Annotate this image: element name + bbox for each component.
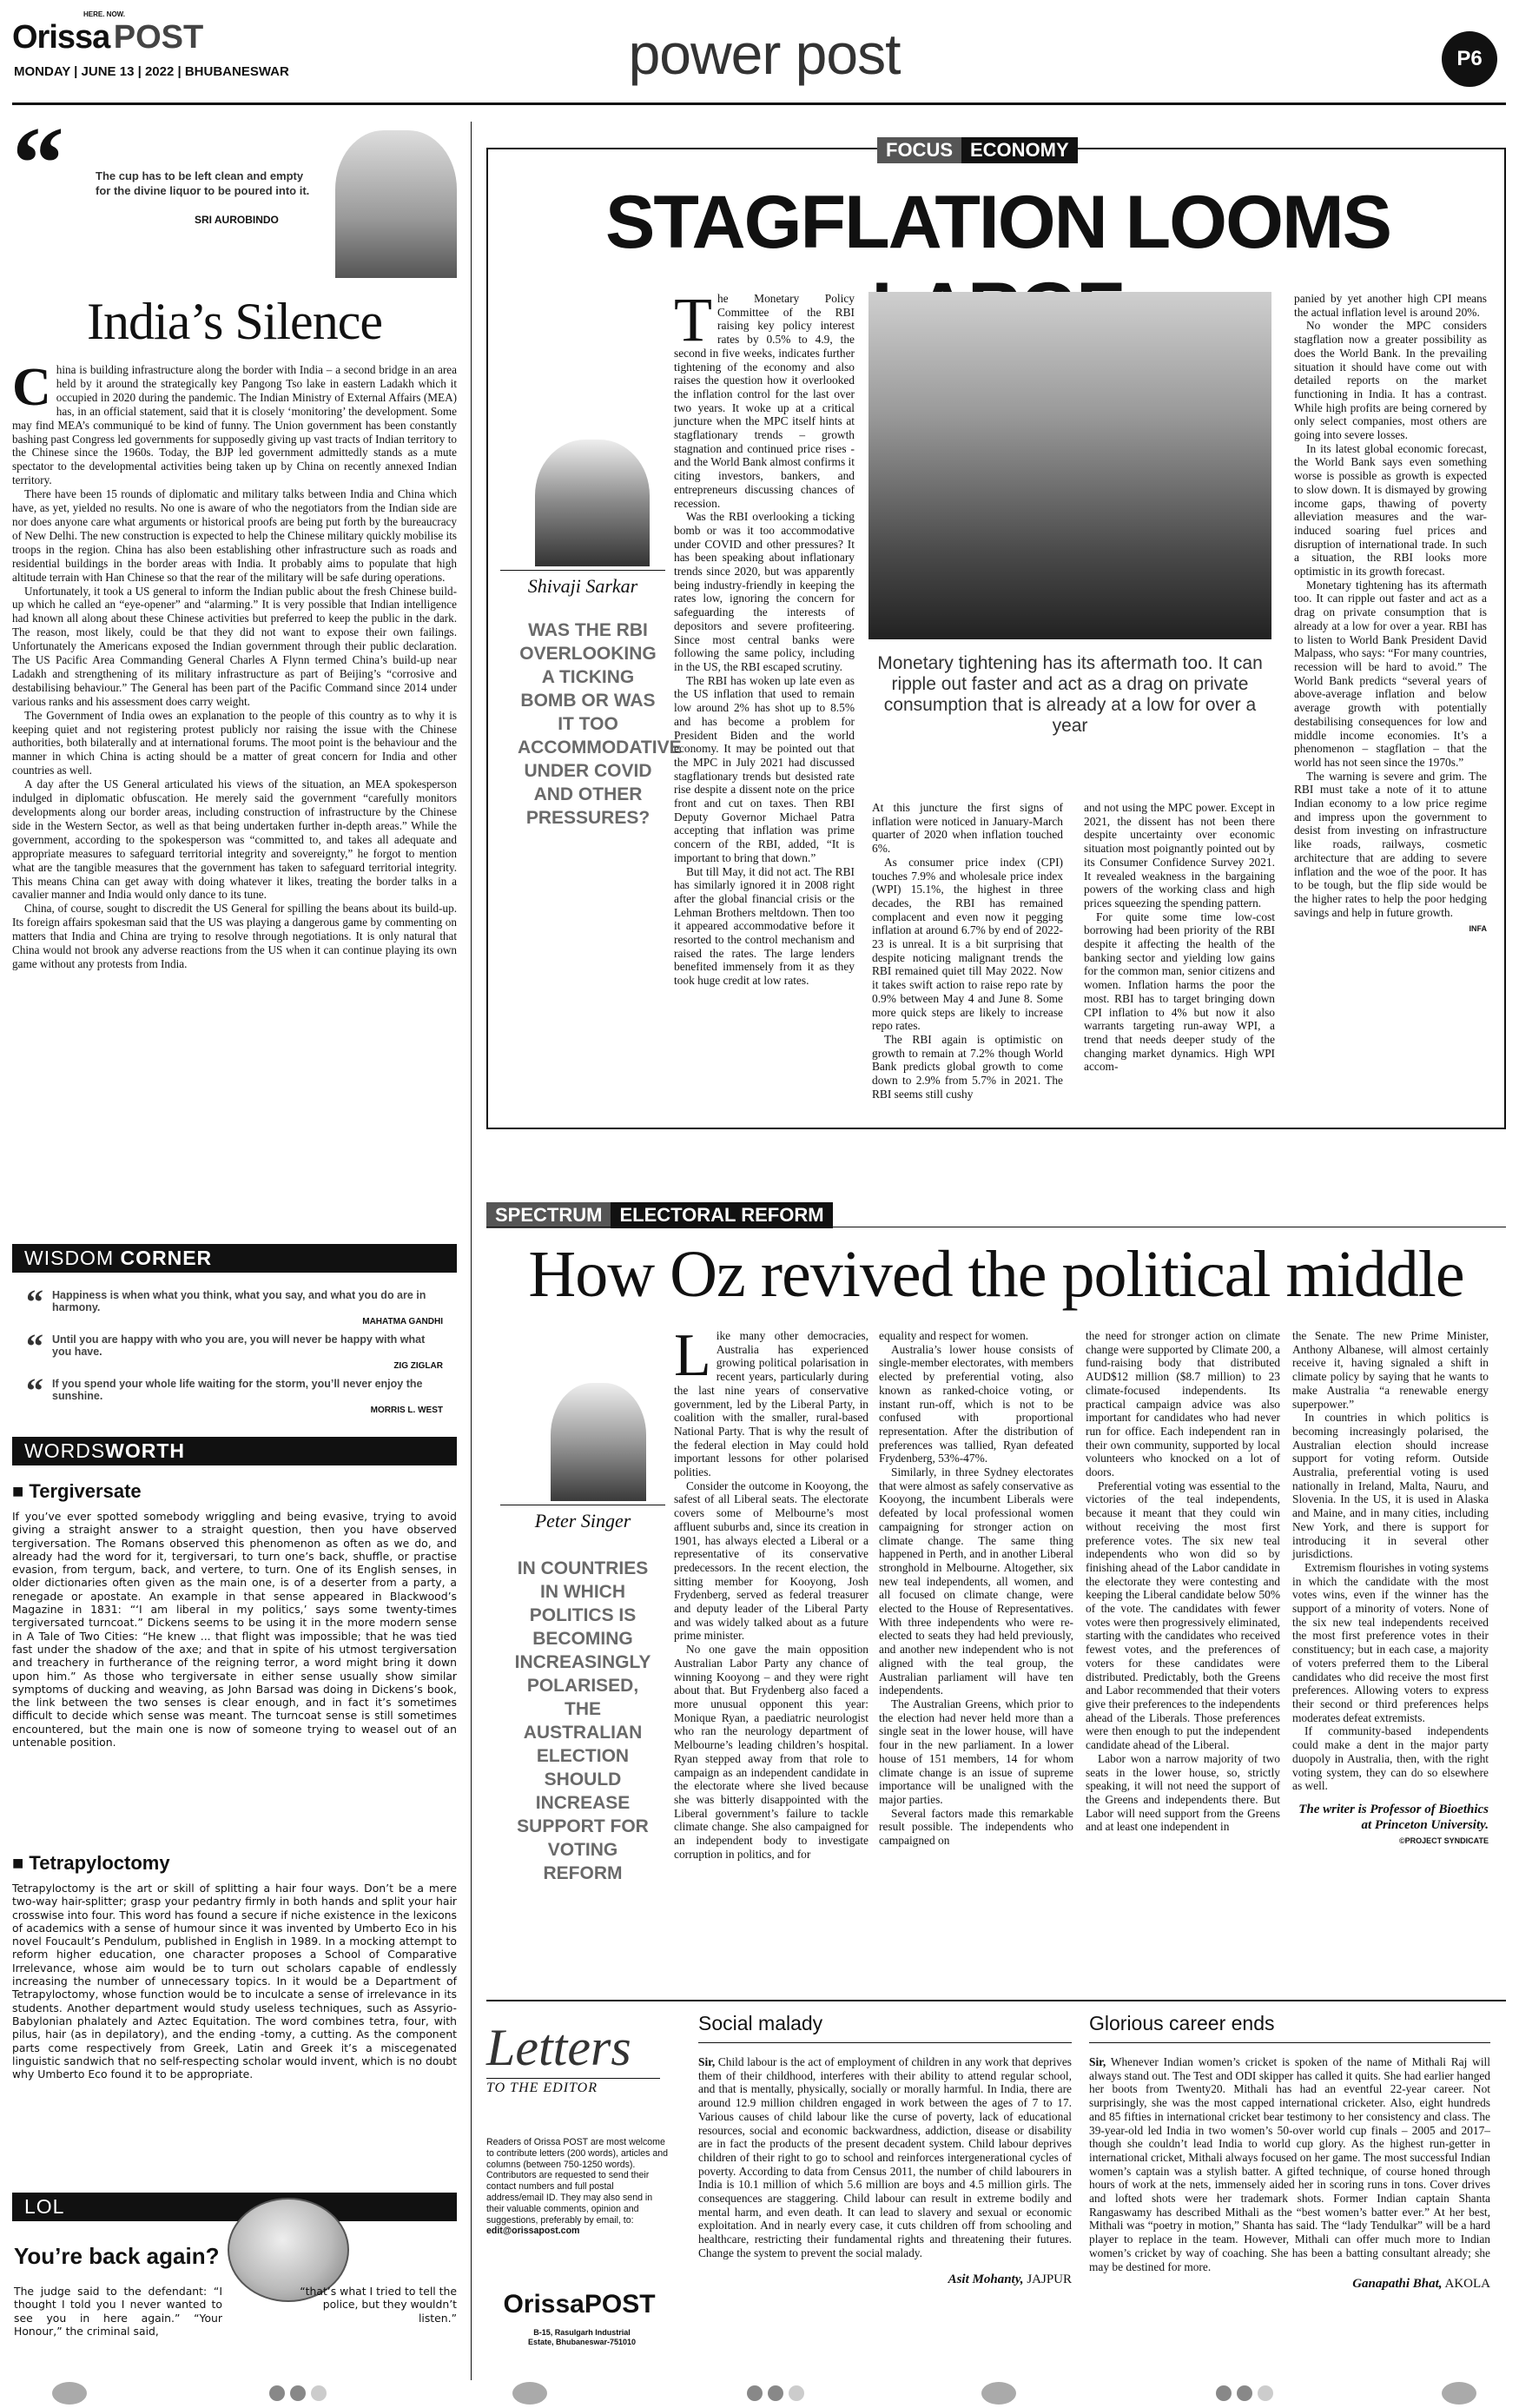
peter-singer-photo: [551, 1383, 646, 1501]
oz-col1: [674, 1322, 868, 1861]
editorial-paragraph: A day after the US General articulated his views of the situation, an MEA spokesperson indulged in diplomatic obfuscation. He merely said the government “carefully monitors developments along our border areas, including construction of infrastructure by the Chinese side in the Western Sector, as well as that being undertaken further in-depth areas.” While the government, according to the spokesperson was “committed to, and takes all adequate and appropriate measures to safeguard territorial integrity and sovereignty,” he forgot to mention what are the tangible measures that the government has taken to safeguard territorial integrity. This means China can get away with doing whatever it likes, treating the border talks in a cavalier manner and India would only dance to its tune.: [12, 777, 457, 902]
logo-rule: [486, 2078, 660, 2079]
oz-col4: [1292, 1329, 1489, 1849]
page-number: P6: [1456, 47, 1483, 70]
masthead: [0, 0, 1519, 113]
letter-signature-name: Ganapathi Bhat,: [1352, 2277, 1443, 2292]
oz-col2: [879, 1329, 1073, 1848]
tag-focus: FOCUS: [877, 137, 961, 163]
article-paragraph: Australia’s lower house consists of single-member electorates, with members elected by preferential voting, also known as ranked-choice voting, or instant run-off, which is not to be confused with proportional representation. After the distribution of preferences was tallied, Ryan defeated Frydenberg, 53%-47%.: [879, 1342, 1073, 1465]
word-definition: If you’ve ever spotted somebody wriggling and being evasive, trying to avoid giving a straight answer to a straight question, then you have observed tergiversation. The Romans observed this phenomenon as often as we do, and already had the word for it, tergiversari, to turn one’s back, shuffle, or practise evasion, from tergum, back, and vertere, to turn. One of its English senses, in older dictionaries often given as the main one, is of a deserter from a party, a renegade or apostate. An example in that sense appeared in Blackwood’s Magazine in 1831: “‘I am liberal in my politics,’ says some twenty-times tergiversated turncoat.” Dickens seems to be using it in the more modern sense in A Tale of Two Cities: “He knew ... that flight was impossible; that he was tied fast under the shadow of the axe; and that in spite of his utmost tergiversation and treachery in furtherance of the reigning terror, a word might bring it down upon him.” As those who tergiversate in either sense usually show similar symptoms of ducking and weaving, as John Barsad was doing in Dickens’s book, the link between the two senses is clear enough, and in fact it’s sometimes difficult to decide which sense was meant. The turncoat sense is still sometimes encountered, but the main one is now of someone trying to weasel out of an untenable position.: [12, 1510, 457, 1750]
article-paragraph: panied by yet another high CPI means the actual inflation level is around 20%.: [1294, 292, 1487, 319]
word-title: ■ Tetrapyloctomy: [12, 1852, 170, 1874]
stagflation-pull-quote: WAS THE RBI OVERLOOKING A TICKING BOMB OR WAS IT TOO ACCOMMODATIVE UNDER COVID AND OTHER PRESSURES?: [518, 620, 682, 828]
article-paragraph: Consider the outcome in Kooyong, the safest of all Liberal seats. The electorate covers some of Melbourne’s most affluent suburbs and, since its creation in 1901, has always elected a Liberal or a representative of its conservative predecessors. In the recent election, the sitting member for Kooyong, Josh Frydenberg, served as federal treasurer and deputy leader of the Liberal Party and was widely talked about as a future prime minister.: [674, 1479, 868, 1643]
quote-mark-icon: “: [26, 1326, 43, 1366]
oz-writer-note: The writer is Professor of Bioethics at Princeton University.: [1298, 1802, 1489, 1832]
article-paragraph: If community-based independents could make a dent in the major party duopoly in Australia, then, with the right voting system, they can do so elsewhere as well.: [1292, 1724, 1489, 1793]
article-paragraph: Extremism flourishes in voting systems in which the candidate with the most votes wins, even if the winner has the support of a minority of voters. None of the six new teal independents received the most first preference votes in their constituency; but in each case, a majority of voters preferred them to the Liberal candidates who did receive the most first preferences. Allowing voters to express their second or third preferences helps moderates defeat extremists.: [1292, 1560, 1489, 1724]
letters-rule: [486, 2000, 1506, 2001]
quote-author: SRI AUROBINDO: [195, 214, 279, 226]
article-paragraph: For quite some time low-cost borrowing had been priority of the RBI despite it affecting the health of the banking sector and yielding low gains for the common man, senior citizens and women. Inflation harms the poor the most. RBI has to target bringing down CPI inflation to 4% but now it also warrants targeting run-away WPI, a trend that needs deeper study of the changing market dynamics. High WPI accom-: [1084, 910, 1275, 1074]
registration-dots-icon: [747, 2385, 809, 2405]
word-title-text: Tergiversate: [29, 1480, 142, 1502]
wisdom-text: Until you are happy with who you are, you will never be happy with what you have.: [52, 1333, 426, 1358]
oz-headline: How Oz revived the political middle: [528, 1238, 1464, 1311]
letters-email[interactable]: edit@orissapost.com: [486, 2226, 580, 2237]
shivaji-sarkar-photo: [535, 440, 650, 566]
wisdom-text: Happiness is when what you think, what you say, and what you do are in harmony.: [52, 1289, 426, 1313]
logo: [12, 10, 204, 56]
article-paragraph: Monetary tightening has its aftermath too. It can ripple out faster and act as a drag on private consumption that is already at a low for over a year. RBI has to listen to World Bank President David Malpass, who says: “For many countries, recession will be hard to avoid.” The World Bank predicts “several years of above-average inflation and below average growth with potentially destabilising consequences for low and middle income economies. It’s a phenomenon – stagflation – that the world has not seen since the 1970s.”: [1294, 578, 1487, 769]
article-paragraph: Similarly, in three Sydney electorates that were almost as safely conservative as Kooyong, the incumbent Liberals were defeated by local professional women campaigning for stronger action on climate change. The same thing happened in Perth, and in another Liberal stronghold in Melbourne. Altogether, six new teal independents, all women, and all focused on climate change, were elected to the House of Representatives. With three independents who were re-elected to seats they had held previously, and another new independent who is not aligned with the teal group, the Australian parliament will have ten independents.: [879, 1465, 1073, 1697]
article-paragraph: Labor won a narrow majority of two seats in the lower house, so, strictly speaking, it will not need the support of the Greens and independents there. But Labor will need support from the Greens and at least one independent in: [1086, 1751, 1280, 1834]
editorial-paragraph: hina is building infrastructure along the border with India – a second bridge in an area held by it around the strategically key Pangong Tso lake in eastern Ladakh which it occupied in 2020 during the pandemic. The Indian Ministry of External Affairs (MEA) has, in an official statement, said that it is closely ‘monitoring’ the development. Some may find MEA’s communiqué to be kind of funny. The Union government has been constantly bashing past Congress led governments for supposedly giving up vast tracts of Indian territory to the Chinese since the 1960s. Today, the BJP led government admittedly stands as a mute spectator to the developmental activities being taken up by China on recently annexed Indian territory.: [12, 363, 457, 487]
editorial-paragraph: Unfortunately, it took a US general to inform the Indian public about the fresh Chinese build-up which he called an “eye-opener” and “alarming.” It is very possible that Indian intelligence had known all along about these Chinese activities but preferred to keep the public in the dark. The reason, most likely, could be that they did not want to expose their own failings. Unfortunately the Americans exposed the Indian government through their public declaration. The US Pacific Area Commanding General Charles A Flynn termed China’s build-up near Ladakh and strengthening of its military infrastructure as part of Beijing’s “corrosive and destabilising behaviour.” The General has been part of the Pacific Command since 2014 under various ranks and his assessment does carry weight.: [12, 584, 457, 708]
lol-header: LOL: [12, 2193, 457, 2221]
letter-title: Glorious career ends: [1089, 2012, 1275, 2034]
letter-title: Social malady: [698, 2012, 823, 2034]
article-paragraph: the need for stronger action on climate change were supported by Climate 200, a fund-raising body that distributed AUD$12 million ($8.7 million) to 23 climate-focused independents. Its practical campaign advice was also important for candidates who had never run for office. Each independent ran in their own community, supported by local volunteers who knocked on a lot of doors.: [1086, 1329, 1280, 1479]
wisdom-list: [26, 1282, 443, 1422]
article-paragraph: ike many other democracies, Australia has experienced growing political polarisation in recent years, particularly during the last nine years of conservative government, led by the Liberal Party, in coalition with the smaller, rural-based National Party. That is why the result of the federal election in May could hold important lessons for other polarised polities.: [674, 1329, 868, 1479]
oz-pull-quote: IN COUNTRIES IN WHICH POLITICS IS BECOMING INCREASINGLY POLARISED, THE AUSTRALIAN ELECTION SHOULD INCREASE SUPPORT FOR VOTING REFORM: [514, 1558, 651, 1883]
wisdom-author: MORRIS L. WEST: [370, 1406, 443, 1415]
lol-title: You’re back again?: [14, 2243, 220, 2269]
article-paragraph: Several factors made this remarkable result possible. The independents who campaigned on: [879, 1806, 1073, 1848]
letters-logo-big: Letters: [486, 2019, 631, 2076]
registration-dot-icon: [1442, 2382, 1476, 2405]
wisdom-author: MAHATMA GANDHI: [362, 1317, 443, 1326]
registration-dot-icon: [981, 2382, 1016, 2405]
wisdom-text: If you spend your whole life waiting for the storm, you’ll never enjoy the sunshine.: [52, 1378, 423, 1402]
stagflation-col2: [872, 801, 1063, 1101]
dateline: MONDAY | JUNE 13 | 2022 | BHUBANESWAR: [14, 64, 289, 79]
header-part: WORDS: [24, 1439, 106, 1462]
word-entry: [12, 1480, 457, 1749]
letter-salutation: Sir,: [698, 2055, 716, 2068]
lol-text-right: “that’s what I tried to tell the police, but they wouldn’t listen.”: [300, 2285, 457, 2325]
word-definition: Tetrapyloctomy is the art or skill of splitting a hair four ways. Don’t be a mere two-way hair-splitter; grasp your pedantry firmly in both hands and split your hair crosswise into four. This word has found a secure if niche existence in the lexicons of academics with a sense of humour since it was invented by Umberto Eco in his novel Foucault’s Pendulum, published in English in 1989. In a mocking attempt to reform higher education, one character proposes a School of Comparative Irrelevance, whose aim would be to turn out scholars capable of endlessly increasing the number of unnecessary topics. In it would be a Department of Tetrapyloctomy, whose function would be to inculcate a sense of irrelevance in its students. Another department would study useless techniques, such as Assyrio-Babylonian phalately and Aztec Equitation. The word combines tetra, four, with pilus, hair (as in depilatory), and the ending -tomy, a cutting. As the component parts come respectively from Greek, Latin and Greek it’s a miscegenated linguistic sandwich that no self-respecting scholar would invent, which is no doubt why Umberto Eco found it to be appropriate.: [12, 1882, 457, 2081]
stagflation-col3: [1084, 801, 1275, 1074]
letter-signature: [698, 2272, 1072, 2287]
article-paragraph: In its latest global economic forecast, the World Bank says even something worse is possible as growth is expected to slow down. It is dismayed by growing income gaps, thawing of poverty alleviation measures and the war-induced soaring fuel prices and disruption of international trade. In such a situation, the RBI looks more optimistic in its growth forecast.: [1294, 441, 1487, 579]
article-paragraph: No one gave the main opposition Australian Labor Party any chance of winning Kooyong – and they were right about that. But Frydenberg also faced a more unusual opponent this year: Monique Ryan, a paediatric neurologist who ran the neurology department of Melbourne’s leading children’s hospital. Ryan stepped away from that role to campaign as an independent candidate in the electorate where she lived because she was bitterly disappointed with the Liberal government’s failure to tackle climate change. She also campaigned for an independent body to investigate corruption in politics, and for: [674, 1643, 868, 1861]
quote-mark-icon: “: [26, 1371, 43, 1410]
stagflation-col1: [674, 285, 855, 988]
letter-place: JAJPUR: [1027, 2272, 1072, 2286]
footer-registration-marks: [0, 2382, 1519, 2408]
letter: [1089, 2012, 1490, 2292]
rbi-governor-photo: [868, 292, 1271, 639]
logo-orissa: Orissa: [12, 19, 110, 56]
stagflation-col4: [1294, 292, 1487, 936]
word-title: ■ Tergiversate: [12, 1480, 142, 1502]
letter-rule: [1089, 2042, 1490, 2043]
letters-intro-text: Readers of Orissa POST are most welcome to contribute letters (200 words), articles and columns (between 750-1250 words). Contributors are requested to send their contact numbers and full postal address/email ID. They may also send in their valuable comments, opinion and suggestions, preferably by email, to:: [486, 2137, 669, 2226]
word-title-text: Tetrapyloctomy: [29, 1852, 170, 1874]
page-number-badge: [1442, 31, 1497, 87]
left-column-divider: [471, 122, 472, 2380]
article-paragraph: In countries in which politics is becoming increasingly polarised, the Australian election should increase support for voting reform. Outside Australia, preferential voting is used nationally in Ireland, Malta, Nauru, and Slovenia. In the US, it is used in Alaska and Maine, and in many cities, including New York, and there is support for introducing it in several other jurisdictions.: [1292, 1411, 1489, 1561]
wisdom-corner-header: [12, 1244, 457, 1273]
editorial-title: India’s Silence: [87, 293, 382, 350]
dropcap: C: [12, 358, 51, 417]
article-paragraph: No wonder the MPC considers stagflation now a greater possibility as does the World Bank. In the prevailing situation it should have come out with detailed reports on the market functioning in India. It has a contrast. While high profits are being cornered by only select companies, most others are going into severe losses.: [1294, 319, 1487, 442]
letter-body: [698, 2055, 1072, 2260]
wisdom-author: ZIG ZIGLAR: [393, 1361, 443, 1371]
tag-electoral-reform: ELECTORAL REFORM: [611, 1202, 832, 1228]
editorial-paragraph: China, of course, sought to discredit the US General for spilling the beans about its build-up. Its foreign affairs spokesman said that the US was playing a dangerous game by commenting on matters that India and China are trying to resolve through negotiations. It is only natural that China would not brook any adverse reactions from the US when it can continue playing its own game without any protests from India.: [12, 902, 457, 970]
registration-dot-icon: [512, 2382, 547, 2405]
quote-mark-icon: “: [26, 1282, 43, 1321]
oz-credit: ©PROJECT SYNDICATE: [1399, 1836, 1489, 1845]
stagflation-caption: Monetary tightening has its aftermath too. It can ripple out faster and act as a drag on private consumption that is already at a low for over a year: [877, 653, 1263, 736]
letters-address: B-15, Rasulgarh Industrial Estate, Bhubaneswar-751010: [527, 2328, 637, 2346]
tag-economy: ECONOMY: [961, 137, 1078, 163]
oz-col3: [1086, 1329, 1280, 1834]
quote-text: The cup has to be left clean and empty for the divine liquor to be poured into it.: [96, 169, 310, 197]
quote-mark-icon: “: [12, 105, 64, 221]
letters-logo-small: TO THE EDITOR: [486, 2081, 598, 2095]
word-entry: [12, 1852, 457, 2081]
tag-spectrum: SPECTRUM: [486, 1202, 611, 1228]
wordsworth-header: [12, 1437, 457, 1465]
wisdom-item: [26, 1371, 443, 1415]
article-paragraph: At this juncture the first signs of inflation were noticed in January-March quarter of 2020 when inflation touched 6%.: [872, 801, 1063, 856]
letter-body: [1089, 2055, 1490, 2273]
letter-text: Whenever Indian women’s cricket is spoken of the name of Mithali Raj will always stand out. The Test and ODI skipper has called it quits. She had earlier hanged her boots from Twenty20. Mithali has had an eventful 22-year career. Not surprisingly, she was the most capped international cricketer. Also, eight hundreds and 85 fifties in international cricket bear testimony to her consistency and class. The 39-year-old led India in two women’s 50-over world cup finals – 2005 and 2017– though she couldn’t lead India to world cup glory. As the highest run-getter in international cricket, Mithali always focused on her game. The most successful Indian women’s captain was a stylish batter. A gifted technique, of course honed through hours of work at the nets, immensely aided her in scoring runs in tons. Cover drives and lofted shots were her trademark shots. Former Indian captain Shanta Rangaswamy has described Mithali as the “best women’s batter ever.” At her best, Mithali was “poetry in motion,” Shanta has said. The “lady Tendulkar” will be a hard player to replace in the team. However, Mithali can offer much more to Indian women’s cricket by way of coaching. She has been a batting consultant already; she may be destined for more.: [1089, 2055, 1490, 2273]
registration-dots-icon: [269, 2385, 332, 2405]
article-paragraph: The RBI again is optimistic on growth to remain at 7.2% though World Bank predicts global growth to come down to 2.9% from 5.7% in 2021. The RBI seems still cushy: [872, 1032, 1063, 1101]
letter-salutation: Sir,: [1089, 2055, 1106, 2068]
header-part: CORNER: [120, 1247, 213, 1269]
dropcap: T: [674, 285, 712, 354]
article-paragraph: and not using the MPC power. Except in 2021, the dissent has not been there despite uncertainty over economic situation most poignantly pointed out by its Consumer Confidence Survey 2021. It revealed weakness in the bargaining powers of the working class and high prices squeezing the spending pattern.: [1084, 801, 1275, 910]
article-paragraph: The RBI has woken up late even as the US inflation that used to remain low around 2% has shot up to 8.5% and has become a problem for President Biden and the world economy. It may be pointed out that the MPC in July 2021 had discussed stagflationary trends but desisted rate rise despite a dissent note on the price front and cut on taxes. Then RBI Deputy Governor Michael Patra accepting that inflation was prime concern of the RBI, added, “It is important to bring that down.”: [674, 673, 855, 864]
article-paragraph: equality and respect for women.: [879, 1329, 1029, 1342]
stagflation-credit: INFA: [1469, 924, 1487, 934]
article-paragraph: Was the RBI overlooking a ticking bomb or was it too accommodative under COVID and other pressures? It has been speaking about inflationary trends since 2020, but was apparently being industry-friendly in keeping the rates low, ignoring the concern for safeguarding the interests of depositors and severe profiteering. Since most central banks were following the same policy, including in the US, the RBI escaped scrutiny.: [674, 510, 855, 673]
registration-dot-icon: [52, 2382, 87, 2405]
letters-logo: [486, 2017, 672, 2096]
letter-place: AKOLA: [1444, 2277, 1490, 2292]
letters-address-logo: OrissaPOST: [503, 2290, 656, 2319]
article-paragraph: he Monetary Policy Committee of the RBI raising key policy interest rates by 0.5% to 4.9, the second in five weeks, indicates further tightening of the economy and also raises the question how it overlooked the inflation control for the last over two years. It woke up at a critical juncture when the MPC itself hints at stagflationary trends – growth stagnation and continued price rises - and the World Bank almost confirms it citing investors, bankers, and entrepreneurs discussing chances of recession.: [674, 292, 855, 510]
letters-intro: [486, 2137, 672, 2237]
wisdom-item: [26, 1282, 443, 1326]
wisdom-item: [26, 1326, 443, 1371]
stagflation-author: Shivaji Sarkar: [527, 575, 638, 597]
editorial-paragraph: There have been 15 rounds of diplomatic and military talks between India and China which have, as yet, yielded no results. No one is aware of who the negotiators from the Indian side are nor does anyone care what arguments or historical proofs are being put forth by the bureaucracy of New Delhi. The new construction is expected to help the Chinese military quickly mobilise its troops in the region. China has also been establishing other infrastructure such as roads and residential buildings in the border areas with India. It probably aims to populate that high altitude terrain with Han Chinese so that the rear of the military will be safe during operations.: [12, 487, 457, 584]
logo-post: POST: [113, 19, 204, 56]
logo-tagline: HERE. NOW.: [83, 10, 126, 18]
stagflation-tags: [877, 137, 1078, 163]
article-paragraph: But till May, it did not act. The RBI has similarly ignored it in 2008 right after the global financial crisis or the Lehman Brothers meltdown. Then too it appeared accommodative before it resorted to the control mechanism and raised the rates. The large lenders benefited immensely from it as they took huge credit at low rates.: [674, 864, 855, 988]
aurobindo-portrait: [335, 130, 457, 278]
article-paragraph: The Australian Greens, which prior to the election had never held more than a single seat in the lower house, will have four in the new parliament. In a lower house of 151 members, 14 for whom climate change is an issue of supreme importance will be unaligned with the major parties.: [879, 1697, 1073, 1806]
article-paragraph: the Senate. The new Prime Minister, Anthony Albanese, will almost certainly receive it, having signaled a shift in climate policy by saying that he wants to make Australia “a renewable energy superpower.”: [1292, 1329, 1489, 1411]
letter-text: Child labour is the act of employment of children in any work that deprives them of their childhood, interferes with their ability to attend regular school, and that is mentally, physically, socially or morally harmful. In India, there are around 12.9 million children engaged in work between the ages of 7 to 17. Various causes of child labour like the curse of poverty, lack of educational resources, social and economic backwardness, addiction, disease or disability are in fact the products of the present decadent system. Child labour deprives children of their right to go to school and reinforces intergenerational cycles of poverty. According to data from Census 2011, the number of child labourers in India is 10.1 million of which 5.6 million are boys and 4.5 million girls. The consequences are staggering. Child labour can result in extreme bodily and mental harm, and even death. It can lead to slavery and sexual or economic exploitation. And in nearly every case, it cuts children off from schooling and healthcare, restricting their fundamental rights and threatening their futures. Change the system to prevent the social malady.: [698, 2055, 1072, 2259]
header-part: WISDOM: [24, 1247, 115, 1269]
oz-tags: [486, 1202, 833, 1228]
section-title: power post: [628, 22, 901, 86]
letter-signature: [1089, 2277, 1490, 2292]
letter-signature-name: Asit Mohanty,: [948, 2272, 1024, 2286]
article-paragraph: Preferential voting was essential to the victories of the teal independents, because it meant that they could win without receiving the most first preference votes. The six new teal independents who won did so by finishing ahead of the Labor candidate in the electorate they were contesting and keeping the Liberal candidate below 50% of the vote. The candidates with fewer votes were then progressively eliminated, starting with the candidates who received fewest votes, and the preferences of voters for these candidates were distributed. Predictably, both the Greens and Labor recommended that their voters give their preferences to the independents ahead of the Liberals. Those preferences were then enough to put the independent candidate ahead of the Liberal.: [1086, 1479, 1280, 1752]
quote-box: [12, 105, 457, 278]
article-paragraph: As consumer price index (CPI) touches 7.9% and wholesale price index (WPI) 15.1%, the highest in three decades, the RBI has remained complacent and even now it pegging inflation at around 6.7% by end of 2022-23 is unreal. It is a bit surprising that despite noticing malignant trends the RBI remained quiet till May 2022. Now it takes swift action to raise repo rate by 0.9% between May 4 and June 8. Some more quick steps are likely to increase repo rates.: [872, 855, 1063, 1033]
article-paragraph: The warning is severe and grim. The RBI must take a note of it to attune Indian economy to a low price regime and impress upon the government to desist from investing on infrastructure like roads, railways, cosmetic architecture that are adding to severe inflation and the woe of the poor. It has to be tough, but the flip side would be the higher rates to help the poor hedging savings and help in future growth.: [1294, 769, 1487, 919]
letter: [698, 2012, 1072, 2287]
editorial-paragraph: The Government of India owes an explanation to the people of this country as to why it is keeping quiet and not registering protest publicly nor raising the issue with the Chinese authorities, both bilaterally and at international forums. The moot point is the behaviour and the manner in which China is acting should be a matter of great concern for India and other countries as well.: [12, 708, 457, 777]
letter-rule: [698, 2042, 1072, 2043]
header-part: WORTH: [105, 1439, 186, 1462]
dropcap: L: [674, 1322, 711, 1389]
byline-rule: [500, 570, 665, 571]
editorial-body: [12, 358, 457, 971]
stagflation-headline: STAGFLATION LOOMS: [605, 181, 1390, 264]
oz-author: Peter Singer: [534, 1510, 631, 1531]
masthead-rule: [12, 103, 1506, 105]
lol-text-left: The judge said to the defendant: “I thought I told you I never wanted to see you in here again.” “Your Honour,” the criminal said,: [14, 2285, 222, 2338]
registration-dots-icon: [1216, 2385, 1278, 2405]
